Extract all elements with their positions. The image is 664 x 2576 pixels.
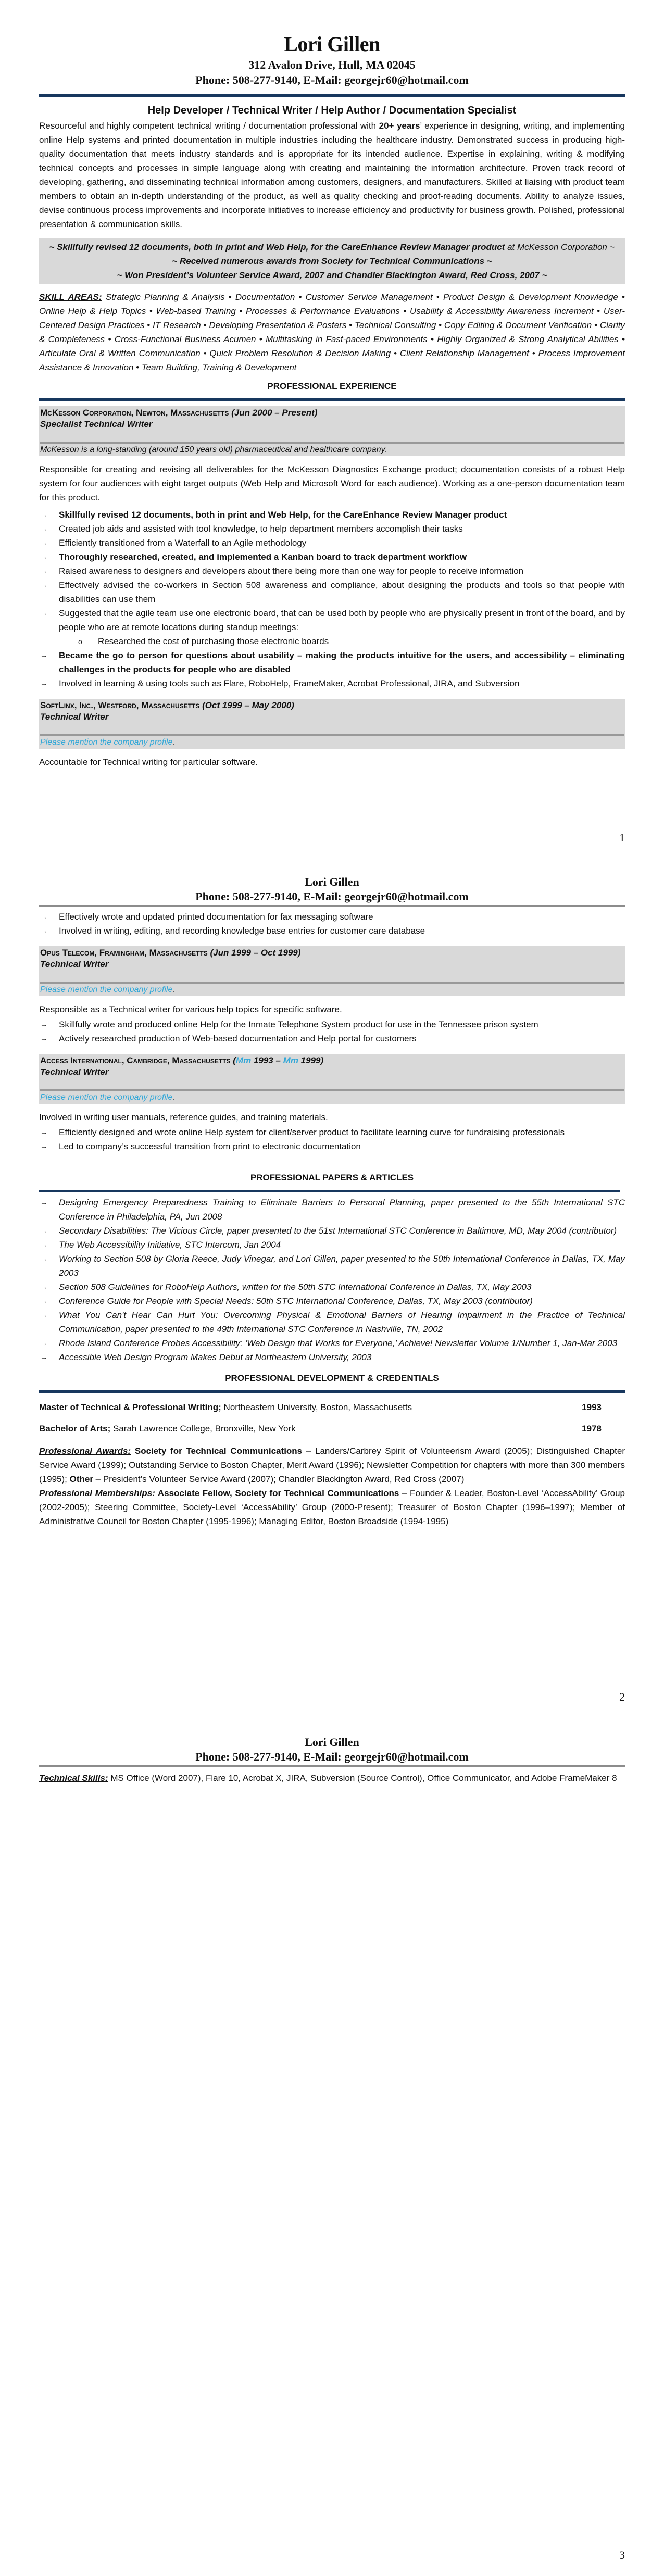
paper-item [39, 1294, 625, 1308]
paper-text: Secondary Disabilities: The Vicious Circle, paper presented to the 51st International STC Conference in Baltimore, MD, May 2004 (contributor) [59, 1226, 617, 1236]
job-description: Accountable for Technical writing for particular software. [39, 757, 258, 767]
job-title: Technical Writer [40, 959, 109, 969]
summary-text-1: Resourceful and highly competent technical writing / documentation professional with [39, 121, 379, 131]
awards-label: Professional Awards: [39, 1446, 131, 1456]
paper-item [39, 1280, 625, 1294]
graduation-year: 1978 [582, 1424, 602, 1434]
arrow-bullet-icon: → [40, 1198, 47, 1207]
job-company [40, 1055, 624, 1066]
awards-other-text: – President’s Volunteer Service Award (2007); Chandler Blackington Award, Red Cross (2007) [93, 1474, 465, 1484]
education-item [39, 1400, 625, 1414]
paper-text: Working to Section 508 by Gloria Reece, Judy Vinegar, and Lori Gillen, paper presented to the 50th International Conference in Dallas, TX, May 2003 [59, 1254, 625, 1278]
highlight-item [39, 254, 625, 268]
page-number: 1 [619, 831, 625, 844]
job-bullets [39, 1125, 625, 1153]
profile-placeholder-text: Please mention the company profile [40, 985, 173, 994]
bullet-item [39, 676, 625, 690]
company-name: SoftLinx, Inc., Westford, Massachusetts [40, 700, 200, 710]
running-header-name: Lori Gillen [305, 875, 359, 888]
arrow-bullet-icon: → [40, 552, 47, 561]
circle-bullet-icon: o [78, 637, 82, 646]
company-profile-placeholder [40, 736, 624, 749]
period: . [172, 1093, 175, 1102]
arrow-bullet-icon: → [40, 1254, 47, 1263]
paper-text: Conference Guide for People with Special Needs: 50th STC International Conference, Dallas, TX, May 2003 (contributor) [59, 1296, 533, 1306]
arrow-bullet-icon: → [40, 1128, 47, 1136]
section-title-papers: PROFESSIONAL PAPERS & ARTICLES [250, 1173, 414, 1183]
skill-areas [39, 290, 625, 374]
paper-text: Rhode Island Conference Probes Accessibility: ‘Web Design that Works for Everyone,’ Achieve! Newsletter Volume 1/Number 1, Jan-Mar 2003 [59, 1338, 618, 1348]
job-description: Responsible as a Technical writer for various help topics for specific software. [39, 1004, 342, 1014]
profile-placeholder-text: Please mention the company profile [40, 1093, 173, 1102]
job-title: Technical Writer [40, 712, 109, 722]
arrow-bullet-icon: → [40, 538, 47, 547]
page-number: 2 [619, 1690, 625, 1703]
arrow-bullet-icon: → [40, 524, 47, 533]
education-text [39, 1400, 412, 1414]
arrow-bullet-icon: → [40, 581, 47, 589]
bullet-item [39, 550, 625, 564]
job-bullets [39, 508, 625, 690]
bullet-item [39, 1139, 625, 1153]
sub-bullet-item [78, 634, 625, 648]
period: . [172, 738, 175, 747]
date-part: 1999) [298, 1055, 324, 1065]
job-description: Involved in writing user manuals, reference guides, and training materials. [39, 1112, 328, 1122]
company-profile: McKesson is a long-standing (around 150 years old) pharmaceutical and healthcare company. [40, 445, 387, 454]
degree: Master of Technical & Professional Writing; [39, 1402, 221, 1412]
job-company [40, 947, 624, 959]
sub-bullet-text: Researched the cost of purchasing those electronic boards [98, 636, 329, 646]
bullet-item [39, 910, 625, 924]
memberships-org: Associate Fellow, Society for Technical Communications [155, 1488, 399, 1498]
arrow-bullet-icon: → [40, 912, 47, 921]
education-item [39, 1422, 625, 1436]
paper-item [39, 1252, 625, 1280]
bullet-item [39, 522, 625, 536]
bullet-text: Thoroughly researched, created, and implemented a Kanban board to track department workflow [59, 552, 467, 562]
arrow-bullet-icon: → [40, 510, 47, 519]
bullet-text: Skillfully revised 12 documents, both in print and Web Help, for the CareEnhance Review Manager product [59, 510, 507, 520]
section-divider [39, 1390, 625, 1393]
arrow-bullet-icon: → [40, 651, 47, 659]
skill-areas-label: SKILL AREAS: [39, 292, 102, 302]
section-divider [39, 398, 625, 401]
graduation-year: 1993 [582, 1402, 602, 1412]
bullet-item [39, 1032, 625, 1046]
bullet-item [39, 924, 625, 938]
page-number: 3 [619, 2548, 625, 2561]
candidate-name: Lori Gillen [284, 32, 380, 56]
arrow-bullet-icon: → [40, 567, 47, 575]
bullet-item [39, 508, 625, 522]
job-header-opus [39, 946, 625, 996]
summary-text-2: ’ experience in designing, writing, and implementing online Help systems and printed documentation in multiple industries including the healthcare industry. Demonstrated success in producing high-quality documentation that meets industry standards and is appropriate for its intended audience. Expertise in explaining, writing & modifying technical concepts and processes in simple language along with creating and maintaining the information architecture. Proven track record of developing, gathering, and disseminating technical information among customers, designers, and manufacturers. Skilled at liaising with product team members to obtain an in-depth understanding of the product, as well as quality checking and proof-reading documents. Ability to analyze issues, devise continuous process improvements and incorporate initiatives to increase efficiency and productivity for business growth. Polished, professional presentation & communication skills. [39, 121, 625, 229]
arrow-bullet-icon: → [40, 1226, 47, 1235]
arrow-bullet-icon: → [40, 1020, 47, 1028]
paper-text: The Web Accessibility Initiative, STC Intercom, Jan 2004 [59, 1240, 281, 1250]
job-bullets [39, 910, 625, 938]
date-part: 1993 – [251, 1055, 283, 1065]
highlight-bold: ~ Skillfully revised 12 documents, both in print and Web Help, for the CareEnhance Review Manager product [49, 242, 505, 252]
awards-org: Society for Technical Communications [131, 1446, 303, 1456]
section-title-experience: PROFESSIONAL EXPERIENCE [267, 381, 397, 391]
paper-text: Section 508 Guidelines for RoboHelp Authors, written for the 50th STC International Conference in Dallas, TX, May 2003 [59, 1282, 532, 1292]
address: 312 Avalon Drive, Hull, MA 02045 [248, 58, 416, 71]
header-divider [39, 905, 625, 907]
arrow-bullet-icon: → [40, 926, 47, 935]
bullet-item [39, 648, 625, 676]
company-profile-placeholder [40, 1091, 624, 1104]
degree: Bachelor of Arts; [39, 1424, 111, 1434]
arrow-bullet-icon: → [40, 609, 47, 617]
highlight-bold: ~ Received numerous awards from Society for Technical Communications ~ [172, 256, 492, 266]
sub-bullets [39, 634, 625, 648]
paper-item [39, 1224, 625, 1238]
company-name: Opus Telecom, Framingham, Massachusetts [40, 948, 208, 958]
paper-text: What You Can't Hear Can Hurt You: Overcoming Physical & Emotional Barriers of Hearing Impairment in the Practice of Technical Communication, paper presented to the 49th International STC Conference in Nashville, TN, 2002 [59, 1310, 625, 1334]
date-month-placeholder: Mm [235, 1055, 252, 1065]
bullet-text: Created job aids and assisted with tool knowledge, to help department members accomplish their tasks [59, 524, 463, 534]
bullet-item [39, 564, 625, 578]
bullet-text: Involved in learning & using tools such as Flare, RoboHelp, FrameMaker, Acrobat Professional, JIRA, and Subversion [59, 678, 520, 688]
header-divider [39, 1765, 625, 1767]
job-dates: (Oct 1999 – May 2000) [202, 700, 294, 710]
section-divider [39, 1190, 620, 1192]
highlight-item [39, 268, 625, 282]
paper-item [39, 1238, 625, 1252]
bullet-item [39, 578, 625, 606]
date-part: ( [233, 1055, 236, 1065]
arrow-bullet-icon: → [40, 1283, 47, 1291]
headline: Help Developer / Technical Writer / Help Author / Documentation Specialist [147, 105, 517, 116]
summary-years: 20+ years [379, 121, 420, 131]
job-company [40, 700, 624, 711]
arrow-bullet-icon: → [40, 1297, 47, 1305]
skill-areas-list: Strategic Planning & Analysis • Documentation • Customer Service Management • Product Design & Development Knowledge • Online Help & Help Topics • Web-based Training • Processes & Performance Evaluations • Usability & Accessibility Awareness Increment • User-Centered Design Practices • IT Research • Developing Presentation & Posters • Technical Consulting • Copy Editing & Document Verification • Clarity & Completeness • Cross-Functional Business Acumen • Multitasking in Fast-paced Environments • Highly Organized & Strong Analytical Abilities • Articulate Oral & Written Communication • Quick Problem Resolution & Decision Making • Client Relationship Management • Process Improvement Assistance & Innovation • Team Building, Training & Development [39, 292, 625, 372]
bullet-text: Actively researched production of Web-based documentation and Help portal for customers [59, 1034, 417, 1044]
job-title: Specialist Technical Writer [40, 419, 153, 429]
job-dates: (Jun 2000 – Present) [231, 408, 318, 418]
job-company [40, 407, 624, 419]
header-divider [39, 94, 625, 97]
job-dates: (Jun 1999 – Oct 1999) [210, 948, 301, 958]
running-header-contact: Phone: 508-277-9140, E-Mail: georgejr60@hotmail.com [195, 890, 469, 903]
technical-skills-label: Technical Skills: [39, 1773, 108, 1783]
job-bullets [39, 1017, 625, 1046]
period: . [172, 985, 175, 994]
paper-item [39, 1308, 625, 1336]
company-name: McKesson Corporation, Newton, Massachusetts [40, 408, 229, 418]
bullet-text: Led to company’s successful transition from print to electronic documentation [59, 1141, 361, 1151]
arrow-bullet-icon: → [40, 1142, 47, 1150]
technical-skills-text: MS Office (Word 2007), Flare 10, Acrobat X, JIRA, Subversion (Source Control), Office Communicator, and Adobe FrameMaker 8 [108, 1773, 617, 1783]
paper-item [39, 1196, 625, 1224]
papers-list [39, 1196, 625, 1364]
arrow-bullet-icon: → [40, 1339, 47, 1347]
paper-item [39, 1336, 625, 1350]
job-header-mckesson [39, 406, 625, 456]
job-description: Responsible for creating and revising all deliverables for the McKesson Diagnostics Exchange product; documentation consists of a robust Help system for four audiences with eight target outputs (Web Help and Microsoft Word for each audience). Working as a one-person documentation team for this product. [39, 464, 625, 502]
bullet-text: Efficiently transitioned from a Waterfall to an Agile methodology [59, 538, 307, 548]
profile-placeholder-text: Please mention the company profile [40, 738, 173, 747]
awards-other-label: Other [69, 1474, 93, 1484]
paper-text: Designing Emergency Preparedness Training to Eliminate Barriers to Personal Planning, paper presented to the 55th International STC Conference in Philadelphia, PA, Jun 2008 [59, 1198, 625, 1222]
memberships-text: – Founder & Leader, Boston-Level ‘AccessAbility’ Group (2002-2005); Steering Committee, Society-Level ‘AccessAbility’ Group (2000-Present); Treasurer of Boston Chapter (1996–1997); Member of Administrative Council for Boston Chapter (1995-1996); Managing Editor, Boston Broadside (1994-1995) [39, 1488, 625, 1526]
job-header-access [39, 1054, 625, 1104]
company-profile-placeholder [40, 984, 624, 996]
bullet-item [39, 606, 625, 634]
arrow-bullet-icon: → [40, 1034, 47, 1042]
paper-item [39, 1350, 625, 1364]
memberships-label: Professional Memberships: [39, 1488, 155, 1498]
running-header-contact: Phone: 508-277-9140, E-Mail: georgejr60@hotmail.com [195, 1750, 469, 1763]
section-title-credentials: PROFESSIONAL DEVELOPMENT & CREDENTIALS [225, 1373, 439, 1383]
bullet-text: Effectively advised the co-workers in Section 508 awareness and compliance, about designing the products and tools so that people with disabilities can use them [59, 580, 625, 604]
highlight-plain: at McKesson Corporation ~ [505, 242, 615, 252]
bullet-text: Effectively wrote and updated printed documentation for fax messaging software [59, 912, 373, 922]
job-dates [233, 1055, 323, 1065]
bullet-item [39, 1125, 625, 1139]
education-text [39, 1422, 296, 1436]
bullet-text: Suggested that the agile team use one electronic board, that can be used both by people who are physically present in front of the board, and by people who are at remote locations during standup meetings: [59, 608, 625, 632]
awards-text: – Landers/Carbrey Spirit of Volunteerism Award (2005); Distinguished Chapter Service Award (1999); Outstanding Service to Boston Chapter, Merit Award (1996); Newsletter Competition for chapters with more than 300 members (1995); [39, 1446, 625, 1484]
company-name: Access International, Cambridge, Massachusetts [40, 1055, 231, 1065]
bullet-text: Involved in writing, editing, and recording knowledge base entries for customer care database [59, 926, 425, 936]
job-header-softlinx [39, 699, 625, 749]
date-month-placeholder: Mm [283, 1055, 298, 1065]
professional-memberships [39, 1486, 625, 1528]
paper-text: Accessible Web Design Program Makes Debut at Northeastern University, 2003 [59, 1352, 372, 1362]
running-header-name: Lori Gillen [305, 1736, 359, 1749]
bullet-text: Skillfully wrote and produced online Help for the Inmate Telephone System product for use in the Tennessee prison system [59, 1020, 538, 1029]
arrow-bullet-icon: → [40, 679, 47, 687]
contact-info: Phone: 508-277-9140, E-Mail: georgejr60@hotmail.com [195, 73, 469, 86]
arrow-bullet-icon: → [40, 1353, 47, 1361]
highlight-bold: ~ Won President’s Volunteer Service Award, 2007 and Chandler Blackington Award, Red Cross, 2007 ~ [117, 270, 547, 280]
bullet-text: Efficiently designed and wrote online Help system for client/server product to facilitate learning curve for fundraising professionals [59, 1127, 565, 1137]
bullet-item [39, 1017, 625, 1032]
job-title: Technical Writer [40, 1067, 109, 1077]
school: Sarah Lawrence College, Bronxville, New York [110, 1424, 296, 1434]
arrow-bullet-icon: → [40, 1240, 47, 1249]
technical-skills [39, 1771, 625, 1785]
highlights-box [39, 238, 625, 284]
bullet-text: Became the go to person for questions about usability – making the products intuitive for the users, and accessibility – eliminating challenges in the products for people who are disabled [59, 650, 625, 674]
highlight-item [39, 240, 625, 254]
school: Northeastern University, Boston, Massachusetts [221, 1402, 412, 1412]
summary [39, 119, 625, 231]
arrow-bullet-icon: → [40, 1311, 47, 1319]
bullet-item [39, 536, 625, 550]
bullet-text: Raised awareness to designers and developers about there being more than one way for people to receive information [59, 566, 524, 576]
professional-awards [39, 1444, 625, 1486]
